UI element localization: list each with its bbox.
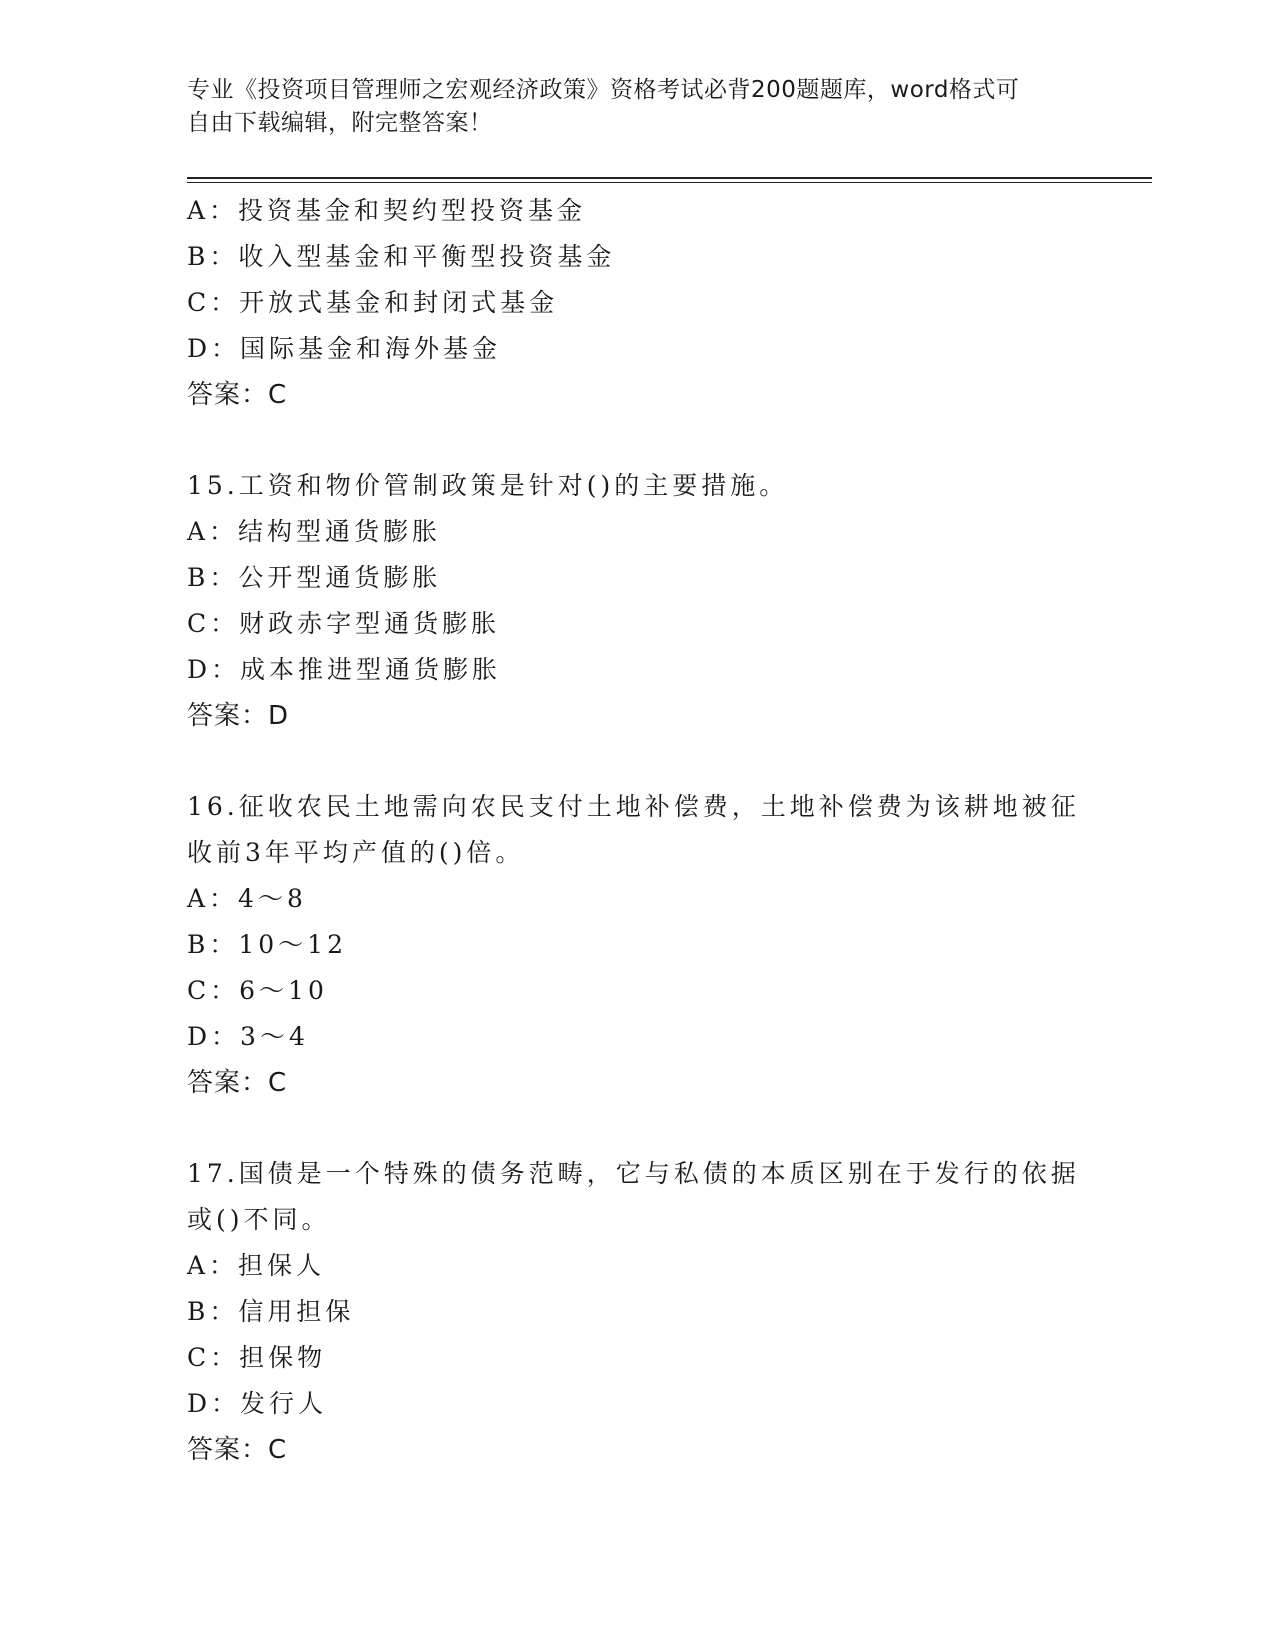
question-block-16: [187, 784, 1152, 1106]
option-c: C：6～10: [187, 976, 328, 1005]
question-stem: 16.征收农民土地需向农民支付土地补偿费，土地补偿费为该耕地被征: [187, 792, 1080, 821]
option-b: B：公开型通货膨胀: [187, 563, 442, 592]
option-a: A：担保人: [187, 1251, 326, 1280]
spacer: [187, 418, 1152, 463]
option-d: D：3～4: [187, 1022, 309, 1051]
question-stem: 15.工资和物价管制政策是针对()的主要措施。: [187, 471, 789, 500]
option-d: D：国际基金和海外基金: [187, 334, 502, 363]
spacer: [187, 739, 1152, 784]
question-block-prev: [187, 188, 1152, 418]
option-b: B：10～12: [187, 930, 347, 959]
answer-label: 答案：C: [187, 1435, 288, 1465]
question-block-15: [187, 463, 1152, 739]
question-stem-continued: 收前3年平均产值的()倍。: [187, 838, 525, 867]
option-d: D：成本推进型通货膨胀: [187, 655, 502, 684]
option-c: C：担保物: [187, 1343, 327, 1372]
option-c: C：财政赤字型通货膨胀: [187, 609, 501, 638]
option-d: D：发行人: [187, 1389, 328, 1418]
option-c: C：开放式基金和封闭式基金: [187, 288, 559, 317]
answer-label: 答案：D: [187, 701, 290, 731]
question-list: [187, 188, 1152, 1473]
option-a: A：投资基金和契约型投资基金: [187, 196, 587, 225]
option-a: A：结构型通货膨胀: [187, 517, 442, 546]
spacer: [187, 1106, 1152, 1151]
header-line-1: 专业《投资项目管理师之宏观经济政策》资格考试必背200题题库，word格式可: [187, 77, 1020, 103]
document-header: [187, 74, 1067, 140]
header-divider-thick: [187, 177, 1152, 179]
header-divider-thin: [187, 182, 1152, 183]
option-b: B：信用担保: [187, 1297, 355, 1326]
question-block-17: [187, 1151, 1152, 1473]
option-b: B：收入型基金和平衡型投资基金: [187, 242, 616, 271]
question-stem: 17.国债是一个特殊的债务范畴，它与私债的本质区别在于发行的依据: [187, 1159, 1080, 1188]
header-line-2: 自由下载编辑，附完整答案！: [187, 110, 493, 136]
question-stem-continued: 或()不同。: [187, 1205, 331, 1234]
answer-label: 答案：C: [187, 1068, 288, 1098]
answer-label: 答案：C: [187, 380, 288, 410]
option-a: A：4～8: [187, 884, 307, 913]
